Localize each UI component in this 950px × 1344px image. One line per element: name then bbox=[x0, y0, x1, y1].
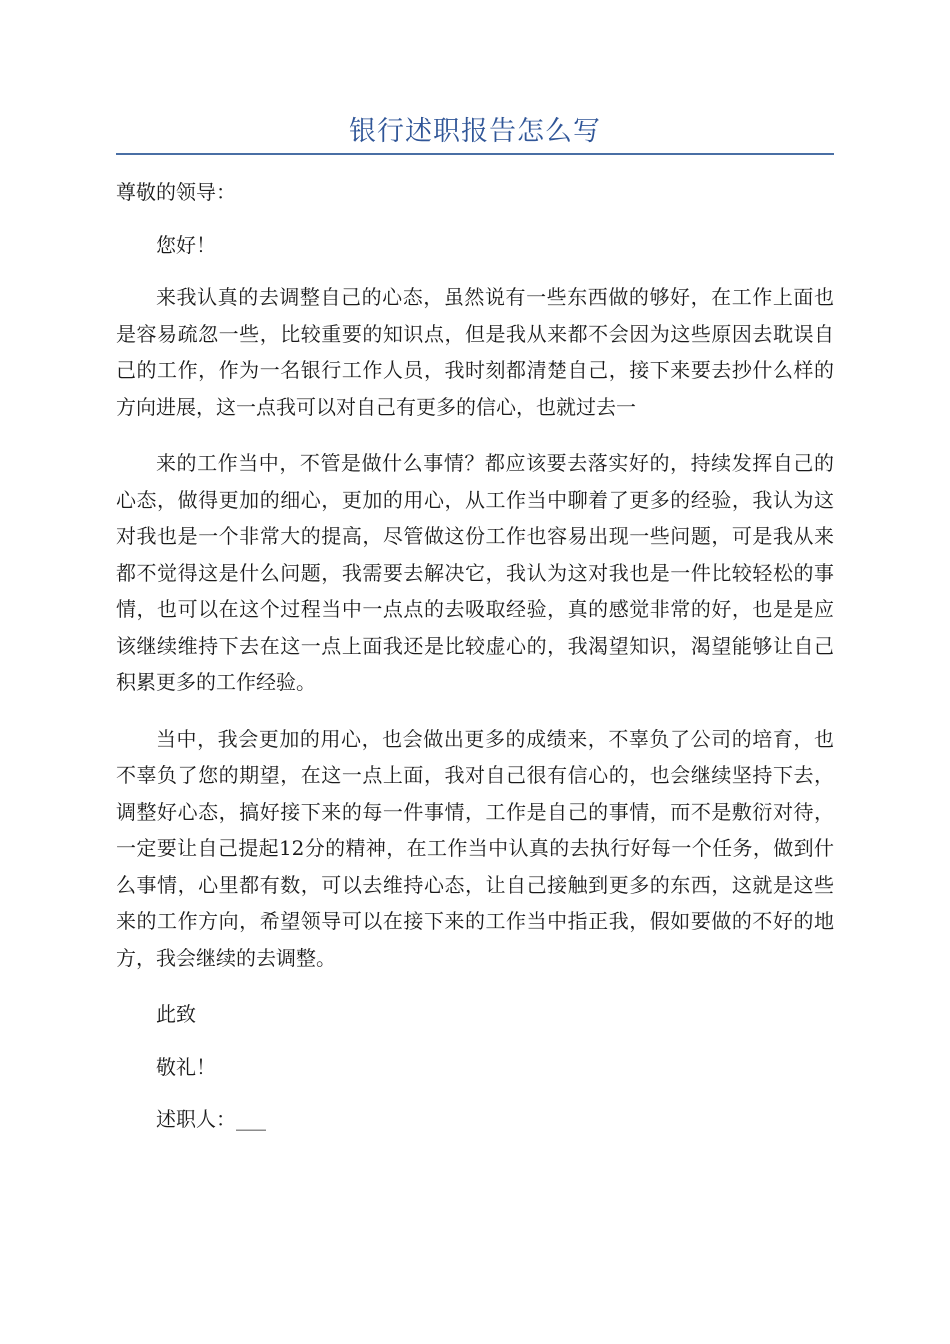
paragraph-3: 当中，我会更加的用心，也会做出更多的成绩来，不辜负了公司的培育，也不辜负了您的期望，在这一点上面，我对自己很有信心的，也会继续坚持下去，调整好心态，搞好接下来的每一件事情，工作是自己的事情，而不是敷衍对待，一定要让自己提起12分的精神，在工作当中认真的去执行好每一个任务，做到什么事情，心里都有数，可以去维持心态，让自己接触到更多的东西，这就是这些来的工作方向，希望领导可以在接下来的工作当中指正我，假如要做的不好的地方，我会继续的去调整。 bbox=[116, 726, 834, 970]
paragraph-1: 来我认真的去调整自己的心态，虽然说有一些东西做的够好，在工作上面也是容易疏忽一些，比较重要的知识点，但是我从来都不会因为这些原因去耽误自己的工作，作为一名银行工作人员，我时刻都清楚自己，接下来要去抄什么样的方向进展，这一点我可以对自己有更多的信心，也就过去一 bbox=[116, 285, 834, 419]
document-title: 银行述职报告怎么写 bbox=[349, 116, 601, 147]
closing-line-1: 此致 bbox=[156, 1002, 196, 1026]
signature-line: 述职人：___ bbox=[156, 1107, 266, 1131]
greeting: 您好！ bbox=[156, 232, 216, 257]
closing-line-2: 敬礼！ bbox=[156, 1054, 216, 1079]
paragraph-2: 来的工作当中，不管是做什么事情？都应该要去落实好的，持续发挥自己的心态，做得更加的细心，更加的用心，从工作当中聊着了更多的经验，我认为这对我也是一个非常大的提高，尽管做这份工作也容易出现一些问题，可是我从来都不觉得这是什么问题，我需要去解决它，我认为这对我也是一件比较轻松的事情，也可以在这个过程当中一点点的去吸取经验，真的感觉非常的好，也是是应该继续维持下去在这一点上面我还是比较虚心的，我渴望知识，渴望能够让自己积累更多的工作经验。 bbox=[116, 451, 834, 694]
title-underline bbox=[116, 153, 834, 155]
salutation: 尊敬的领导： bbox=[116, 180, 236, 204]
document-body bbox=[116, 174, 834, 1154]
